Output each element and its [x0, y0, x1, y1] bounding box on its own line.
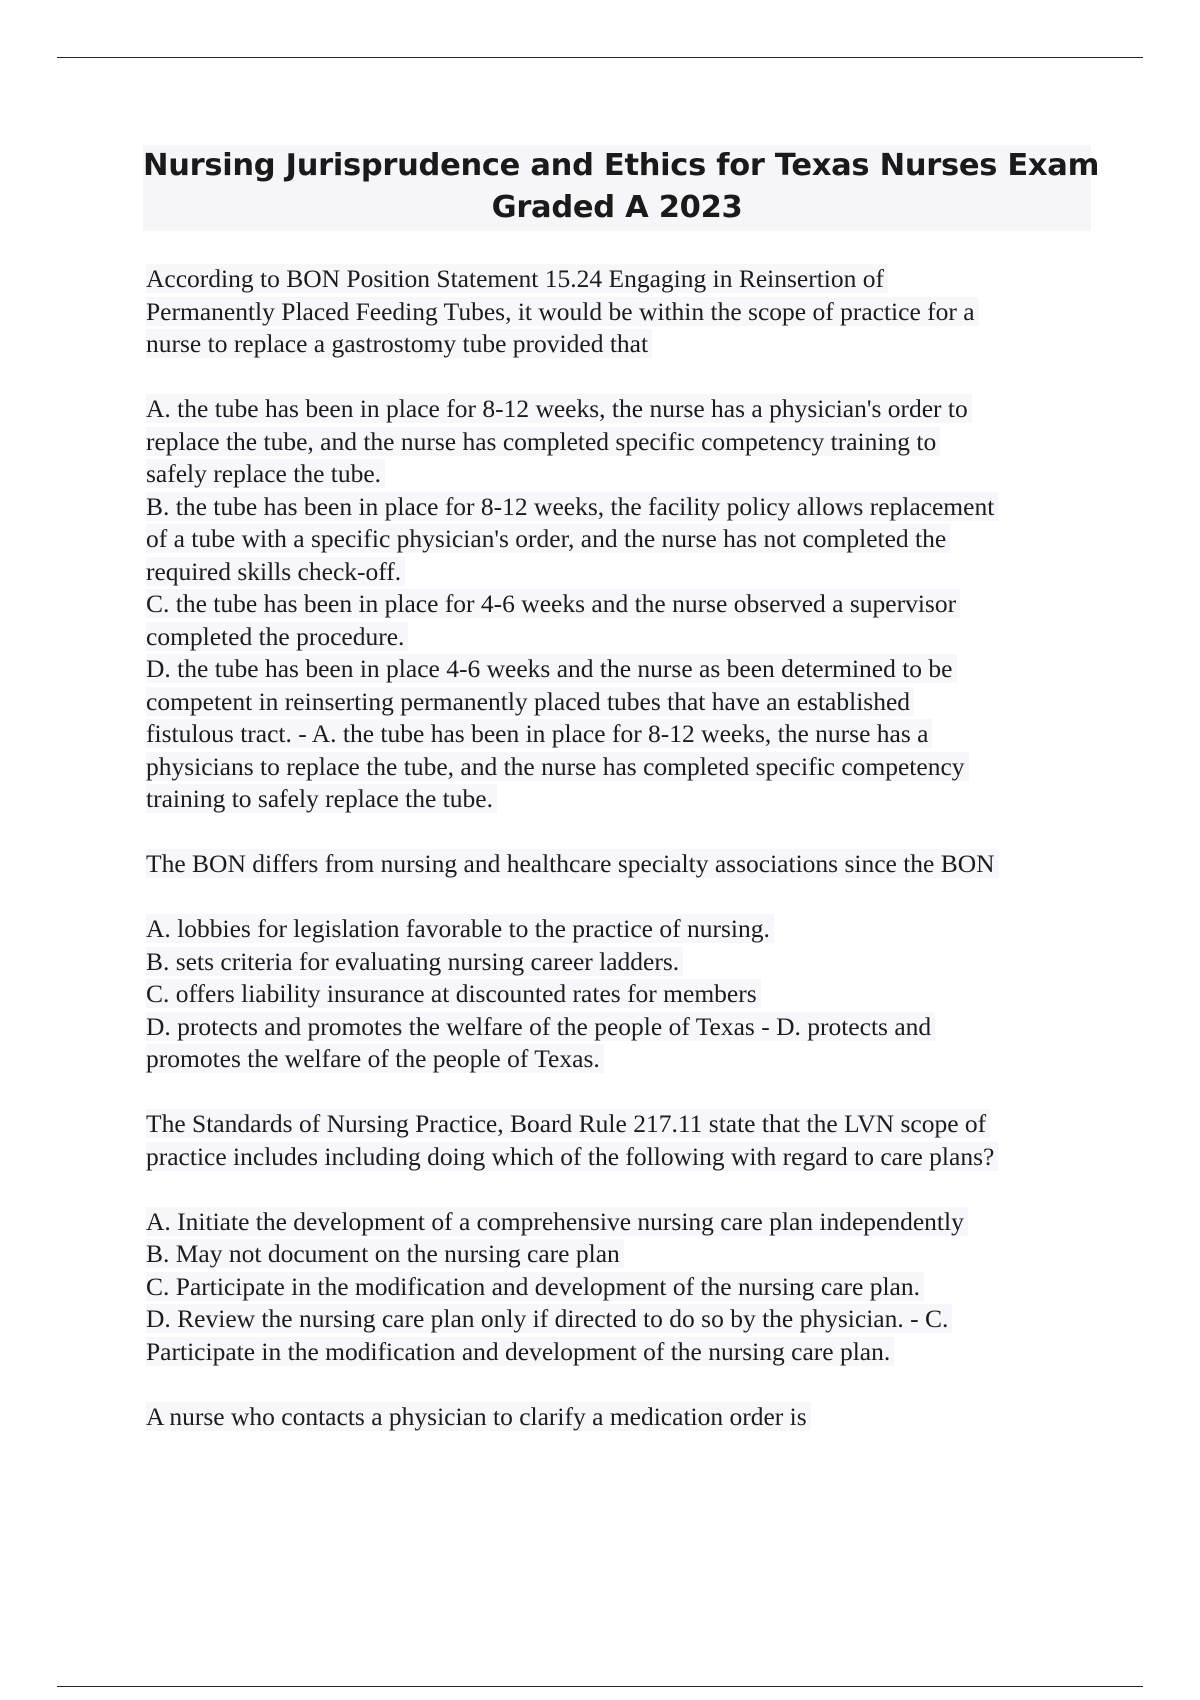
- text-line: replace the tube, and the nurse has completed specific competency training to: [146, 427, 940, 456]
- text-line: promotes the welfare of the people of Texas.: [146, 1044, 604, 1073]
- question-4-stem: [146, 1401, 1096, 1434]
- title-line-1: Nursing Jurisprudence and Ethics for Texas Nurses Exam: [143, 148, 1100, 183]
- text-line: B. sets criteria for evaluating nursing career ladders.: [146, 947, 683, 976]
- question-2-options: [146, 913, 1096, 1076]
- question-3-options: [146, 1206, 1096, 1369]
- text-line: safely replace the tube.: [146, 459, 385, 488]
- question-3-stem: [146, 1108, 1096, 1173]
- text-line: practice includes including doing which of the following with regard to care plans?: [146, 1142, 998, 1171]
- text-line: required skills check-off.: [146, 557, 405, 586]
- text-line: D. the tube has been in place 4-6 weeks and the nurse as been determined to be: [146, 654, 957, 683]
- title-line-2: Graded A 2023: [491, 190, 743, 225]
- text-line: physicians to replace the tube, and the nurse has completed specific competency: [146, 752, 969, 781]
- text-line: B. the tube has been in place for 8-12 weeks, the facility policy allows replacement: [146, 492, 998, 521]
- text-line: nurse to replace a gastrostomy tube provided that: [146, 329, 652, 358]
- question-2-stem: [146, 848, 1096, 881]
- question-1-options: [146, 393, 1096, 816]
- text-line: C. the tube has been in place for 4-6 weeks and the nurse observed a supervisor: [146, 589, 960, 618]
- question-1-stem: [146, 263, 1096, 361]
- header-divider: [57, 57, 1143, 58]
- text-line: A. Initiate the development of a comprehensive nursing care plan independently: [146, 1207, 968, 1236]
- text-line: D. Review the nursing care plan only if directed to do so by the physician. - C.: [146, 1304, 952, 1333]
- text-line: training to safely replace the tube.: [146, 784, 497, 813]
- text-line: C. offers liability insurance at discounted rates for members: [146, 979, 761, 1008]
- footer-divider: [57, 1686, 1143, 1687]
- text-line: C. Participate in the modification and development of the nursing care plan.: [146, 1272, 924, 1301]
- text-line: A. the tube has been in place for 8-12 weeks, the nurse has a physician's order to: [146, 394, 972, 423]
- text-line: Participate in the modification and development of the nursing care plan.: [146, 1337, 894, 1366]
- text-line: According to BON Position Statement 15.24 Engaging in Reinsertion of: [146, 264, 888, 293]
- text-line: fistulous tract. - A. the tube has been in place for 8-12 weeks, the nurse has a: [146, 719, 932, 748]
- text-line: completed the procedure.: [146, 622, 408, 651]
- text-line: D. protects and promotes the welfare of the people of Texas - D. protects and: [146, 1012, 935, 1041]
- text-line: competent in reinserting permanently placed tubes that have an established: [146, 687, 914, 716]
- text-line: A. lobbies for legislation favorable to the practice of nursing.: [146, 914, 774, 943]
- document-body: [146, 263, 1096, 1433]
- text-line: The Standards of Nursing Practice, Board Rule 217.11 state that the LVN scope of: [146, 1109, 990, 1138]
- text-line: A nurse who contacts a physician to clarify a medication order is: [146, 1402, 811, 1431]
- document-title: [143, 145, 1100, 231]
- text-line: of a tube with a specific physician's order, and the nurse has not completed the: [146, 524, 950, 553]
- text-line: Permanently Placed Feeding Tubes, it would be within the scope of practice for a: [146, 297, 979, 326]
- text-line: The BON differs from nursing and healthcare specialty associations since the BON: [146, 849, 999, 878]
- text-line: B. May not document on the nursing care plan: [146, 1239, 624, 1268]
